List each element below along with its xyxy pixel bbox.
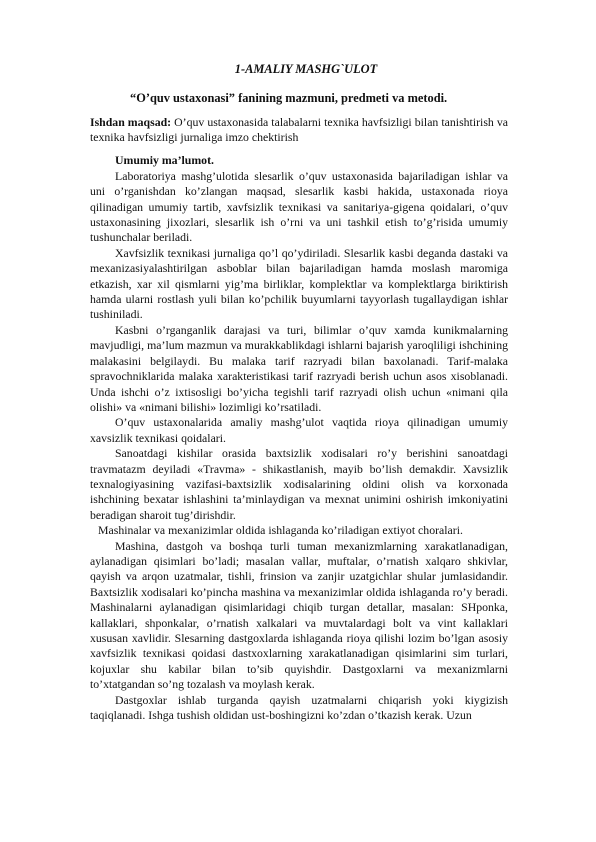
page-title: 1-AMALIY MASHG`ULOT: [234, 62, 378, 76]
body-paragraph: Laboratoriya mashg’ulotida slesarlik o’quv ustaxonasida bajariladigan ishlar va uni o’rganishdan ko’zlangan maqsad, slesarlik kasbi hakida, ustaxonada rioya qilinadigan umumiy tartib, xavfsizlik texnikasi va sanitariya-gigena qoidalari, o’quv ustaxonasining jixozlari, slesarlik ish o’rni va uni tashkil etish to’g’risida umumiy tushunchalar beriladi.: [90, 168, 508, 245]
subheading: Mashinalar va mexanizimlar oldida ishlaganda ko’riladigan extiyot choralari.: [98, 523, 463, 538]
body-paragraph: Dastgoxlar ishlab turganda qayish uzatmalarni chiqarish yoki kiygizish taqiqlanadi. Ishga tushish oldidan ust-boshingizni ko’zdan o’tkazish kerak. Uzun: [90, 692, 508, 723]
body-paragraph: Xavfsizlik texnikasi jurnaliga qo’l qo’ydiriladi. Slesarlik kasbi deganda dastaki va mexanizasiyalashtirilgan asboblar bilan bajariladigan hamda moslash maromiga etkazish, xar xil qismlarni yig’ma birliklar, komplektlar va komplektlarga biriktirish hamda ularni rostlash yuli bilan ko’pchilik buyumlarni tayyorlash tugallaydigan ishlar tushiniladi.: [90, 245, 508, 322]
body-paragraph: Sanoatdagi kishilar orasida baxtsizlik xodisalari ro’y berishini sanoatdagi travmatazm deyiladi «Travma» - shikastlanish, mayib bo’lish demakdir. Xavsizlik texnalogiyasining vazifasi-baxtsizlik xodisalarining oldini olish va korxonada ishchining bexatar ishlashini ta’minlaydigan va mexnat unimini oshirish imkoniyatini beradigan sharoit tug’dirishdir.: [90, 446, 508, 522]
aim-paragraph: [90, 115, 508, 145]
aim-text: O’quv ustaxonasida talabalarni texnika havfsizligi bilan tanishtirish va texnika havfsizligi jurnaliga imzo chektirish: [90, 115, 508, 145]
body-paragraph: Kasbni o’rganganlik darajasi va turi, bilimlar o’quv xamda kunikmalarning mavjudligi, ma’lum mazmun va murakkablikdagi ishlarni bajarish yaroqliligi ishchining malakasini belgilaydi. Bu malaka tarif razryadi bilan baxolanadi. Tarif-malaka spravochniklarida malaka xarakteristikasi tarif razryadi berish uchun asos xisoblanadi. Unda ishchi o’z ixtisosligi bo’yicha tegishli tarif razryadi olish uchun «nimani qila olishi» va «nimani bilishi» lozimligi ko’rsatiladi.: [90, 322, 508, 414]
body-paragraph: O’quv ustaxonalarida amaliy mashg’ulot vaqtida rioya qilinadigan umumiy xavsizlik texnikasi qoidalari.: [90, 415, 508, 445]
body-paragraph: Mashina, dastgoh va boshqa turli tuman mexanizmlarning xarakatlanadigan, aylanadigan qisimlari bo’ladi; masalan vallar, muftalar, o’rnatish xalqaro shkivlar, qayish va arqon uzatmalar, tishli, frinsion va zanjir uzatgichlar shular jumlasidandir. Baxtsizlik xodisalari ko’pincha mashina va mexanizimlar oldida ishlaganda ro’y beradi. Mashinalarni aylanadigan qisimlaridagi chiqib turgan detallar, masalan: SHponka, kallaklari, shponkalar, o’rnatish xalkalari va muvtalardagi bolt va vint kallaklari xususan xavlidir. Slesarning dastgoxlarda ishlaganda rioya qilishi lozim bo’lgan asosiy xavfsizlik texnikasi qoidasi dastxoxlarning xarakatlanadigan qisimlarini sim turlari, kojuxlar shu kabilar bilan to’sib quyishdir. Dastgoxlarni va mexanizmlarni to’xtatgandan so’ng tozalash va moylash kerak.: [90, 538, 508, 692]
aim-label: Ishdan maqsad:: [90, 115, 172, 129]
page-subtitle: “O’quv ustaxonasi” fanining mazmuni, predmeti va metodi.: [130, 91, 448, 105]
document-page: [90, 62, 508, 723]
section-heading: Umumiy ma’lumot.: [115, 153, 214, 168]
